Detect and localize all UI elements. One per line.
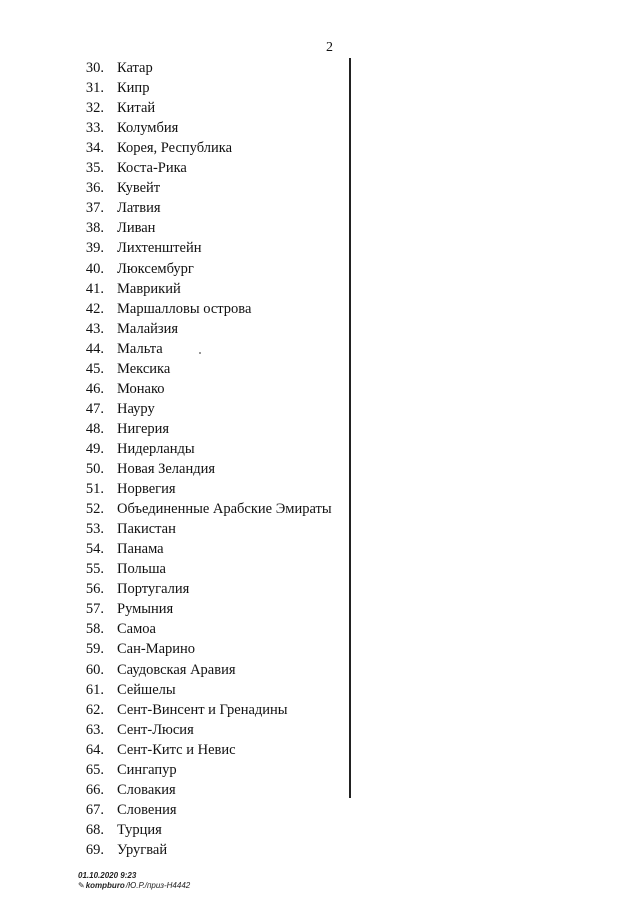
item-number: 61. bbox=[85, 681, 104, 698]
item-number: 50. bbox=[85, 461, 104, 477]
item-name: Сейшелы bbox=[117, 681, 176, 698]
item-name: Китай bbox=[117, 100, 156, 117]
item-number: 41. bbox=[85, 280, 104, 297]
item-number: 64. bbox=[85, 741, 104, 758]
footer-user: /Ю.Р./приз-Н4442 bbox=[125, 881, 191, 890]
item-name: Румыния bbox=[117, 601, 174, 618]
scan-speck bbox=[199, 352, 201, 354]
item-name: Колумбия bbox=[117, 120, 179, 137]
item-number: 40. bbox=[85, 260, 104, 277]
item-number: 43. bbox=[85, 320, 104, 337]
item-number: 36. bbox=[85, 180, 104, 197]
item-name: Сент-Винсент и Гренадины bbox=[117, 701, 288, 718]
item-name: Коста-Рика bbox=[117, 160, 187, 177]
item-name: Сент-Люсия bbox=[117, 721, 194, 738]
item-name: Самоа bbox=[117, 621, 156, 638]
item-name: Сент-Китс и Невис bbox=[117, 741, 236, 758]
item-name: Саудовская Аравия bbox=[117, 661, 236, 678]
item-name: Польша bbox=[117, 561, 166, 578]
footer-user-line bbox=[78, 881, 190, 891]
item-name: Объединенные Арабские Эмираты bbox=[117, 501, 332, 518]
item-number: 46. bbox=[85, 380, 104, 397]
item-number: 52. bbox=[85, 501, 104, 518]
item-number: 58. bbox=[85, 621, 104, 638]
footer-brand: kompburo bbox=[85, 881, 125, 890]
item-name: Малайзия bbox=[117, 320, 179, 337]
item-name: Португалия bbox=[117, 581, 190, 598]
item-name: Сингапур bbox=[117, 761, 177, 778]
item-name: Словакия bbox=[117, 781, 176, 798]
item-number: 56. bbox=[85, 581, 104, 598]
item-name: Катар bbox=[117, 60, 153, 76]
item-number: 31. bbox=[85, 80, 104, 97]
item-number: 32. bbox=[85, 100, 104, 117]
item-number: 42. bbox=[85, 300, 104, 317]
item-number: 47. bbox=[85, 400, 104, 417]
item-number: 65. bbox=[85, 761, 104, 778]
footer-datetime: 01.10.2020 9:23 bbox=[78, 871, 137, 880]
item-name: Люксембург bbox=[117, 260, 194, 277]
item-number: 30. bbox=[85, 60, 104, 76]
item-name: Маврикий bbox=[117, 280, 181, 297]
item-name: Нигерия bbox=[117, 420, 170, 437]
item-name: Мексика bbox=[117, 360, 171, 377]
item-name: Норвегия bbox=[117, 481, 176, 498]
item-number: 57. bbox=[85, 601, 104, 618]
item-name: Маршалловы острова bbox=[117, 300, 252, 317]
page-number: 2 bbox=[326, 40, 333, 55]
item-number: 44. bbox=[85, 340, 104, 357]
item-number: 69. bbox=[85, 841, 104, 858]
item-number: 54. bbox=[85, 541, 104, 558]
item-name: Уругвай bbox=[117, 841, 168, 858]
item-number: 59. bbox=[85, 641, 104, 658]
item-name: Монако bbox=[117, 380, 165, 397]
item-name: Кувейт bbox=[117, 180, 161, 197]
item-number: 48. bbox=[85, 420, 104, 437]
item-number: 62. bbox=[85, 701, 104, 718]
item-number: 60. bbox=[85, 661, 104, 678]
item-name: Латвия bbox=[117, 200, 161, 217]
item-number: 53. bbox=[85, 521, 104, 538]
item-number: 68. bbox=[85, 821, 104, 838]
item-number: 49. bbox=[85, 440, 104, 457]
item-name: Корея, Республика bbox=[117, 140, 233, 157]
item-number: 55. bbox=[85, 561, 104, 578]
item-name: Кипр bbox=[117, 80, 150, 97]
item-name: Словения bbox=[117, 801, 177, 818]
item-name: Турция bbox=[117, 821, 162, 838]
item-number: 39. bbox=[85, 240, 104, 257]
item-name: Лихтенштейн bbox=[117, 240, 202, 257]
item-number: 37. bbox=[85, 200, 104, 217]
item-number: 38. bbox=[85, 220, 104, 237]
item-name: Нидерланды bbox=[117, 440, 195, 457]
item-name: Мальта bbox=[117, 340, 163, 357]
item-number: 67. bbox=[85, 801, 104, 818]
pen-icon: ✎ bbox=[78, 881, 85, 890]
item-name: Науру bbox=[117, 400, 155, 417]
item-number: 51. bbox=[85, 481, 104, 498]
footer-stamp bbox=[78, 871, 190, 891]
item-number: 63. bbox=[85, 721, 104, 738]
item-name: Панама bbox=[117, 541, 164, 558]
item-name: Ливан bbox=[117, 220, 156, 237]
item-name: Пакистан bbox=[117, 521, 176, 538]
item-number: 34. bbox=[85, 140, 104, 157]
margin-rule bbox=[349, 58, 351, 798]
item-number: 33. bbox=[85, 120, 104, 137]
item-name: Новая Зеландия bbox=[117, 461, 216, 477]
item-number: 45. bbox=[85, 360, 104, 377]
item-number: 66. bbox=[85, 781, 104, 798]
item-name: Сан-Марино bbox=[117, 641, 196, 658]
item-number: 35. bbox=[85, 160, 104, 177]
